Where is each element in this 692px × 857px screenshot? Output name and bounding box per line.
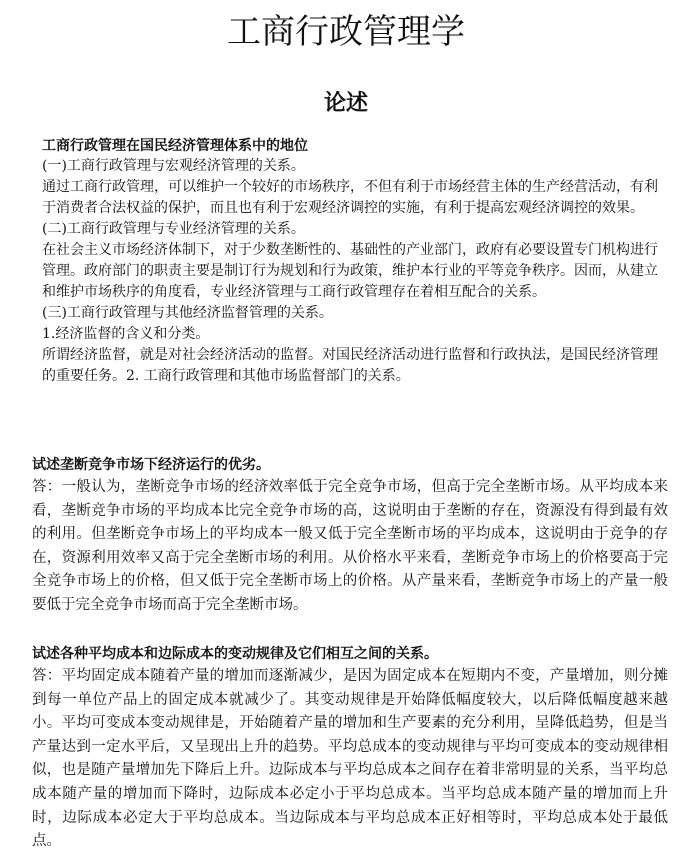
paragraph: (三)工商行政管理与其他经济监督管理的关系。	[42, 305, 333, 321]
question-heading: 试述各种平均成本和边际成本的变动规律及它们相互之间的关系。	[32, 646, 438, 662]
paragraph: (一)工商行政管理与宏观经济管理的关系。	[42, 158, 305, 174]
paragraph: 所谓经济监督，就是对社会经济活动的监督。对国民经济活动进行监督和行政执法，是国民经济管理的重要任务。2. 工商行政管理和其他市场监督部门的关系。	[42, 347, 658, 384]
paragraph: 在社会主义市场经济体制下，对于少数垄断性的、基础性的产业部门，政府有必要设置专门机构进行管理。政府部门的职责主要是制订行为规划和行为政策，维护本行业的平等竞争秩序。因而，从建立和维护市场秩序的角度看，专业经济管理与工商行政管理存在着相互配合的关系。	[42, 242, 658, 300]
section-title: 论述	[323, 91, 368, 116]
answer-paragraph: 答：平均固定成本随着产量的增加而逐渐减少，是因为固定成本在短期内不变，产量增加，则分摊到每一单位产品上的固定成本就减少了。其变动规律是开始降低幅度较大，以后降低幅度越来越小。平均可变成本变动规律是，开始随着产量的增加和生产要素的充分利用，呈降低趋势，但是当产量达到一定水平后，又呈现出上升的趋势。平均总成本的变动规律与平均可变成本的变动规律相似，也是随产量增加先下降后上升。边际成本与平均总成本之间存在着非常明显的关系，当平均总成本随产量的增加而下降时，边际成本必定小于平均总成本。当平均总成本随产量的增加而上升时，边际成本必定大于平均总成本。当边际成本与平均总成本正好相等时，平均总成本处于最低点。	[32, 668, 668, 850]
answer-paragraph: 答：一般认为，垄断竞争市场的经济效率低于完全竞争市场，但高于完全垄断市场。从平均成本来看，垄断竞争市场的平均成本比完全竞争市场的高，这说明由于垄断的存在，资源没有得到最有效的利用。但垄断竞争市场上的平均成本一般又低于完全垄断市场的平均成本，这说明由于竞争的存在，资源利用效率又高于完全垄断市场的利用。从价格水平来看，垄断竞争市场上的价格要高于完全竞争市场上的价格，但又低于完全垄断市场上的价格。从产量来看，垄断竞争市场上的产量一般要低于完全竞争市场而高于完全垄断市场。	[32, 479, 668, 613]
section-average-marginal-cost	[32, 643, 668, 854]
question-heading: 试述垄断竞争市场下经济运行的优劣。	[32, 457, 270, 473]
section-status-of-administration	[42, 136, 670, 387]
section-monopolistic-competition	[32, 454, 668, 618]
document-title: 工商行政管理学	[227, 12, 465, 52]
paragraph: 1.经济监督的含义和分类。	[42, 326, 210, 342]
paragraph: (二)工商行政管理与专业经济管理的关系。	[42, 221, 305, 237]
paragraph: 通过工商行政管理，可以维护一个较好的市场秩序，不但有利于市场经营主体的生产经营活动，有利于消费者合法权益的保护，而且也有利于宏观经济调控的实施，有利于提高宏观经济调控的效果。	[42, 179, 658, 216]
section-heading: 工商行政管理在国民经济管理体系中的地位	[42, 138, 308, 154]
